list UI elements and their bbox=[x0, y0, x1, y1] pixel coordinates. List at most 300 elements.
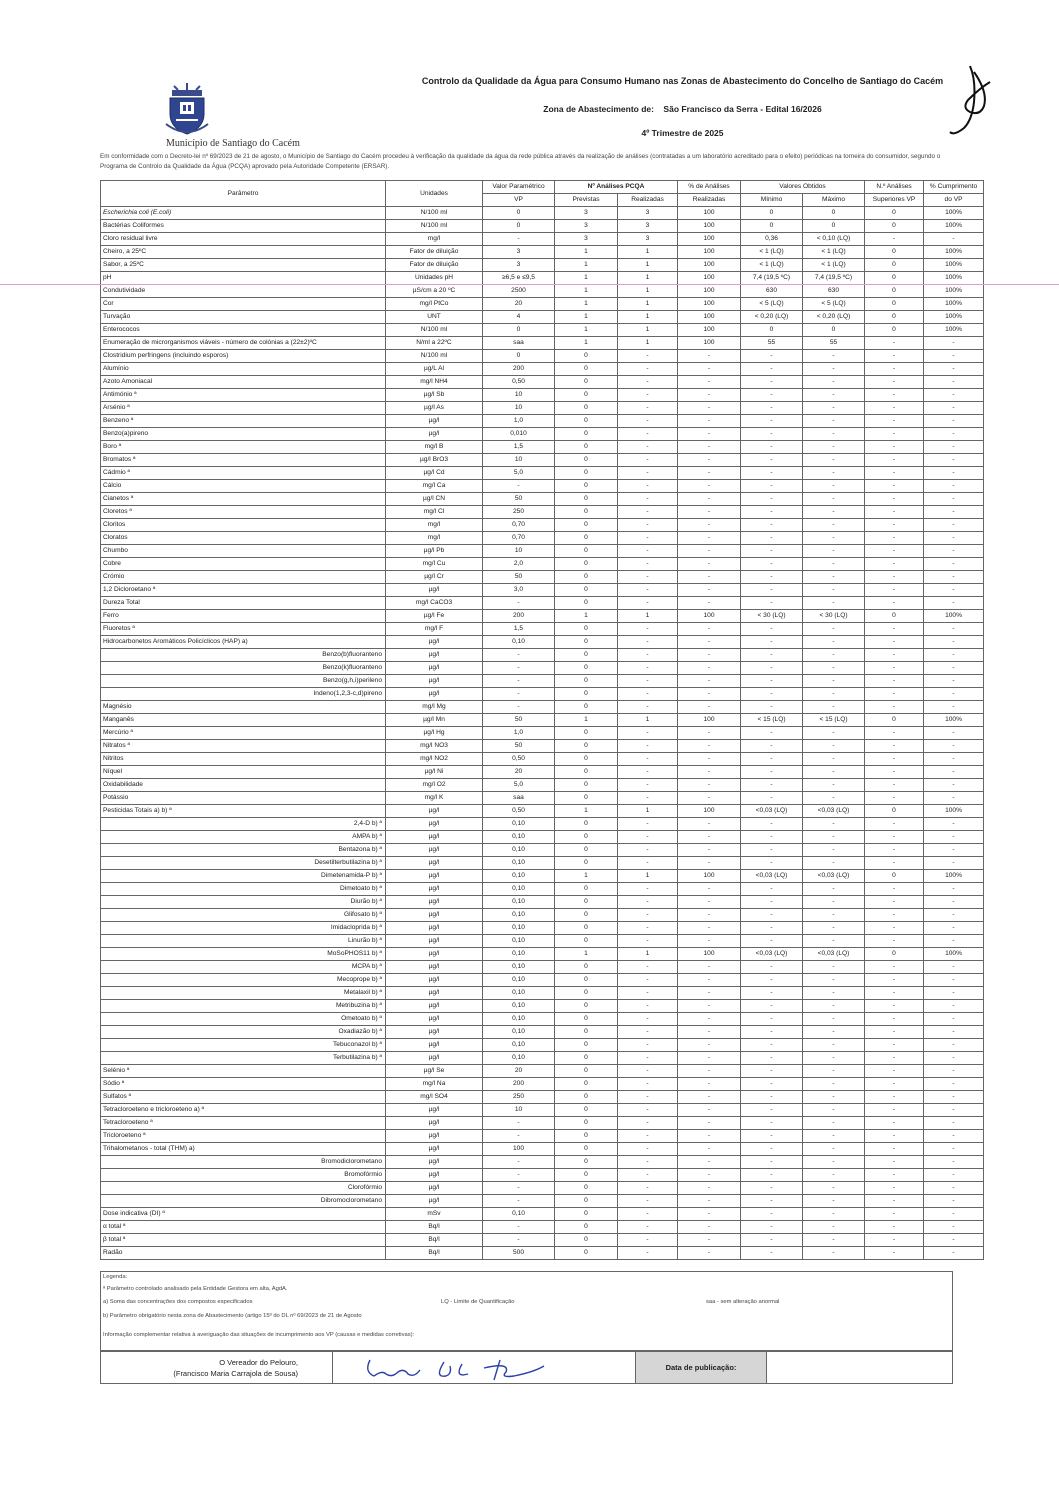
cell-unit: Unidades pH bbox=[386, 272, 483, 285]
table-row bbox=[101, 1247, 984, 1260]
cell-minimo: - bbox=[741, 402, 803, 415]
cell-cump: - bbox=[924, 1000, 984, 1013]
cell-minimo: - bbox=[741, 1039, 803, 1052]
cell-vp: 0,70 bbox=[483, 532, 555, 545]
cell-maximo: - bbox=[803, 636, 865, 649]
cell-nsup: - bbox=[865, 532, 924, 545]
table-row bbox=[101, 272, 984, 285]
cell-vp: - bbox=[483, 1169, 555, 1182]
cell-nsup: - bbox=[865, 623, 924, 636]
cell-realizadas: - bbox=[618, 363, 678, 376]
cell-cump: 100% bbox=[924, 714, 984, 727]
cell-pct: - bbox=[678, 1026, 741, 1039]
cell-realizadas: 1 bbox=[618, 259, 678, 272]
cell-realizadas: 1 bbox=[618, 870, 678, 883]
cell-minimo: - bbox=[741, 1143, 803, 1156]
cell-nsup: - bbox=[865, 1052, 924, 1065]
cell-nsup: - bbox=[865, 428, 924, 441]
cell-param: Clorofórmio bbox=[101, 1182, 386, 1195]
cell-cump: 100% bbox=[924, 610, 984, 623]
table-row bbox=[101, 961, 984, 974]
cell-maximo: - bbox=[803, 441, 865, 454]
cell-minimo: - bbox=[741, 1156, 803, 1169]
cell-previstas: 0 bbox=[555, 1208, 618, 1221]
cell-minimo: - bbox=[741, 493, 803, 506]
table-row bbox=[101, 1013, 984, 1026]
cell-maximo: - bbox=[803, 480, 865, 493]
cell-param: Boro ª bbox=[101, 441, 386, 454]
cell-vp: 5,0 bbox=[483, 779, 555, 792]
cell-realizadas: - bbox=[618, 701, 678, 714]
intro-paragraph: Em conformidade com o Decreto-lei nº 69/2023 de 21 de agosto, o Município de Santiago do Cacém procedeu à verificação da qualidade da água da rede pública através da realização de análises (contratadas a um laboratório acreditado para o efeito) periódicas na torneira do consumidor, segundo o Programa de Controlo da Qualidade da Água (PCQA) aprovado pela Autoridade Competente (ERSAR). bbox=[100, 153, 941, 170]
cell-minimo: - bbox=[741, 467, 803, 480]
cell-maximo: - bbox=[803, 740, 865, 753]
cell-pct: - bbox=[678, 467, 741, 480]
cell-minimo: < 15 (LQ) bbox=[741, 714, 803, 727]
table-row bbox=[101, 597, 984, 610]
cell-realizadas: 1 bbox=[618, 285, 678, 298]
cell-previstas: 0 bbox=[555, 1169, 618, 1182]
cell-previstas: 0 bbox=[555, 1091, 618, 1104]
cell-param: Nitritos bbox=[101, 753, 386, 766]
col-unidades: Unidades bbox=[386, 181, 483, 207]
cell-realizadas: - bbox=[618, 857, 678, 870]
cell-cump: 100% bbox=[924, 272, 984, 285]
cell-unit: µg/l Ni bbox=[386, 766, 483, 779]
cell-maximo: - bbox=[803, 389, 865, 402]
cell-realizadas: - bbox=[618, 571, 678, 584]
cell-minimo: - bbox=[741, 441, 803, 454]
cell-nsup: - bbox=[865, 740, 924, 753]
cell-pct: 100 bbox=[678, 311, 741, 324]
cell-unit: N/ml a 22ºC bbox=[386, 337, 483, 350]
cell-previstas: 0 bbox=[555, 857, 618, 870]
cell-realizadas: - bbox=[618, 402, 678, 415]
cell-realizadas: 1 bbox=[618, 610, 678, 623]
legend-lq: LQ - Limite de Quantificação bbox=[441, 1299, 515, 1305]
cell-previstas: 0 bbox=[555, 350, 618, 363]
cell-nsup: - bbox=[865, 1247, 924, 1260]
cell-pct: - bbox=[678, 1065, 741, 1078]
cell-unit: µg/l bbox=[386, 1182, 483, 1195]
municipality-name: Município de Santiago do Cacém bbox=[166, 138, 300, 149]
cell-cump: - bbox=[924, 1039, 984, 1052]
cell-unit: µg/l bbox=[386, 662, 483, 675]
cell-pct: 100 bbox=[678, 948, 741, 961]
cell-pct: - bbox=[678, 987, 741, 1000]
cell-param: Turvação bbox=[101, 311, 386, 324]
col-cump-line1: % Cumprimento bbox=[924, 181, 984, 194]
table-row bbox=[101, 480, 984, 493]
cell-minimo: - bbox=[741, 415, 803, 428]
cell-maximo: - bbox=[803, 1130, 865, 1143]
table-row bbox=[101, 1234, 984, 1247]
cell-vp: 0,50 bbox=[483, 805, 555, 818]
cell-previstas: 0 bbox=[555, 649, 618, 662]
col-nsup-line2: Superiores VP bbox=[865, 194, 924, 207]
cell-minimo: - bbox=[741, 571, 803, 584]
cell-minimo: - bbox=[741, 766, 803, 779]
cell-previstas: 0 bbox=[555, 1013, 618, 1026]
cell-maximo: - bbox=[803, 454, 865, 467]
table-row bbox=[101, 1195, 984, 1208]
cell-param: Enumeração de microrganismos viáveis - número de colónias a (22±2)ºC bbox=[101, 337, 386, 350]
cell-param: Fluoretos ª bbox=[101, 623, 386, 636]
cell-previstas: 0 bbox=[555, 662, 618, 675]
cell-nsup: - bbox=[865, 571, 924, 584]
cell-previstas: 0 bbox=[555, 1247, 618, 1260]
cell-realizadas: - bbox=[618, 909, 678, 922]
table-row bbox=[101, 1117, 984, 1130]
cell-param: Cor bbox=[101, 298, 386, 311]
cell-minimo: < 0,20 (LQ) bbox=[741, 311, 803, 324]
cell-param: Enterococos bbox=[101, 324, 386, 337]
cell-realizadas: - bbox=[618, 1091, 678, 1104]
cell-maximo: 0 bbox=[803, 220, 865, 233]
cell-nsup: - bbox=[865, 506, 924, 519]
cell-previstas: 0 bbox=[555, 701, 618, 714]
cell-nsup: - bbox=[865, 636, 924, 649]
cell-cump: - bbox=[924, 389, 984, 402]
cell-previstas: 3 bbox=[555, 220, 618, 233]
legend-note-3: b) Parâmetro obrigatório nesta zona de Abastecimento (artigo 15º do DL nº 69/2023 de 21 de Agosto bbox=[103, 1313, 362, 1319]
cell-vp: 0 bbox=[483, 207, 555, 220]
cell-minimo: <0,03 (LQ) bbox=[741, 948, 803, 961]
cell-minimo: 0 bbox=[741, 220, 803, 233]
cell-maximo: - bbox=[803, 675, 865, 688]
cell-param: Benzo(g,h,i)perileno bbox=[101, 675, 386, 688]
cell-param: Ometoato b) ª bbox=[101, 1013, 386, 1026]
cell-maximo: - bbox=[803, 896, 865, 909]
cell-minimo: < 1 (LQ) bbox=[741, 259, 803, 272]
cell-cump: - bbox=[924, 1143, 984, 1156]
cell-realizadas: - bbox=[618, 545, 678, 558]
table-row bbox=[101, 376, 984, 389]
cell-realizadas: - bbox=[618, 974, 678, 987]
legend-saa: saa - sem alteração anormal bbox=[706, 1299, 780, 1305]
table-row bbox=[101, 701, 984, 714]
cell-pct: - bbox=[678, 1104, 741, 1117]
cell-unit: µg/l Mn bbox=[386, 714, 483, 727]
cell-minimo: - bbox=[741, 740, 803, 753]
cell-nsup: - bbox=[865, 896, 924, 909]
cell-vp: 200 bbox=[483, 1078, 555, 1091]
cell-pct: 100 bbox=[678, 285, 741, 298]
cell-pct: - bbox=[678, 441, 741, 454]
cell-minimo: - bbox=[741, 363, 803, 376]
cell-previstas: 1 bbox=[555, 870, 618, 883]
cell-vp: 0 bbox=[483, 324, 555, 337]
cell-param: Cianetos ª bbox=[101, 493, 386, 506]
cell-previstas: 0 bbox=[555, 1117, 618, 1130]
table-row bbox=[101, 987, 984, 1000]
cell-realizadas: 1 bbox=[618, 298, 678, 311]
cell-cump: - bbox=[924, 1247, 984, 1260]
cell-nsup: - bbox=[865, 857, 924, 870]
col-minimo: Mínimo bbox=[741, 194, 803, 207]
cell-pct: - bbox=[678, 740, 741, 753]
cell-vp: 0,10 bbox=[483, 1208, 555, 1221]
cell-realizadas: - bbox=[618, 493, 678, 506]
cell-previstas: 0 bbox=[555, 519, 618, 532]
cell-realizadas: - bbox=[618, 1052, 678, 1065]
cell-nsup: - bbox=[865, 1078, 924, 1091]
cell-nsup: - bbox=[865, 922, 924, 935]
cell-realizadas: - bbox=[618, 1221, 678, 1234]
table-row bbox=[101, 311, 984, 324]
cell-vp: - bbox=[483, 480, 555, 493]
cell-unit: mg/l B bbox=[386, 441, 483, 454]
cell-cump: - bbox=[924, 909, 984, 922]
cell-maximo: < 5 (LQ) bbox=[803, 298, 865, 311]
cell-realizadas: - bbox=[618, 922, 678, 935]
col-valores: Valores Obtidos bbox=[741, 181, 865, 194]
cell-vp: 20 bbox=[483, 1065, 555, 1078]
cell-param: Selénio ª bbox=[101, 1065, 386, 1078]
cell-unit: N/100 ml bbox=[386, 350, 483, 363]
table-row bbox=[101, 805, 984, 818]
cell-nsup: - bbox=[865, 1234, 924, 1247]
cell-maximo: - bbox=[803, 662, 865, 675]
cell-unit: µg/l bbox=[386, 870, 483, 883]
cell-unit: mg/l Cu bbox=[386, 558, 483, 571]
cell-minimo: - bbox=[741, 896, 803, 909]
cell-pct: 100 bbox=[678, 298, 741, 311]
cell-param: Bromodiclorometano bbox=[101, 1156, 386, 1169]
cell-vp: - bbox=[483, 675, 555, 688]
signer-title: O Vereador do Pelouro, bbox=[219, 1358, 298, 1367]
cell-previstas: 1 bbox=[555, 311, 618, 324]
cell-cump: - bbox=[924, 987, 984, 1000]
cell-vp: - bbox=[483, 1221, 555, 1234]
table-row bbox=[101, 870, 984, 883]
cell-realizadas: - bbox=[618, 415, 678, 428]
cell-vp: 0,10 bbox=[483, 636, 555, 649]
cell-minimo: - bbox=[741, 922, 803, 935]
cell-unit: mg/l NH4 bbox=[386, 376, 483, 389]
cell-param: Azoto Amoniacal bbox=[101, 376, 386, 389]
cell-previstas: 3 bbox=[555, 233, 618, 246]
cell-vp: 250 bbox=[483, 1091, 555, 1104]
cell-vp: 0,50 bbox=[483, 376, 555, 389]
cell-cump: - bbox=[924, 493, 984, 506]
cell-minimo: - bbox=[741, 636, 803, 649]
cell-nsup: - bbox=[865, 584, 924, 597]
cell-vp: 20 bbox=[483, 298, 555, 311]
table-row bbox=[101, 792, 984, 805]
cell-unit: µg/l bbox=[386, 974, 483, 987]
cell-realizadas: - bbox=[618, 987, 678, 1000]
cell-unit: µg/l CN bbox=[386, 493, 483, 506]
cell-cump: 100% bbox=[924, 311, 984, 324]
cell-previstas: 0 bbox=[555, 922, 618, 935]
cell-pct: - bbox=[678, 1052, 741, 1065]
table-row bbox=[101, 298, 984, 311]
cell-maximo: - bbox=[803, 766, 865, 779]
cell-param: Glifosato b) ª bbox=[101, 909, 386, 922]
cell-cump: 100% bbox=[924, 259, 984, 272]
cell-pct: - bbox=[678, 597, 741, 610]
cell-nsup: - bbox=[865, 1182, 924, 1195]
cell-maximo: < 15 (LQ) bbox=[803, 714, 865, 727]
cell-vp: - bbox=[483, 1195, 555, 1208]
cell-cump: - bbox=[924, 688, 984, 701]
cell-maximo: - bbox=[803, 1013, 865, 1026]
cell-realizadas: - bbox=[618, 766, 678, 779]
cell-previstas: 0 bbox=[555, 688, 618, 701]
table-row bbox=[101, 1208, 984, 1221]
cell-vp: 1,0 bbox=[483, 415, 555, 428]
cell-unit: µg/l bbox=[386, 649, 483, 662]
cell-vp: 3,0 bbox=[483, 584, 555, 597]
cell-cump: - bbox=[924, 935, 984, 948]
cell-param: Metalaxil b) ª bbox=[101, 987, 386, 1000]
cell-param: Dibromoclorometano bbox=[101, 1195, 386, 1208]
cell-realizadas: - bbox=[618, 1117, 678, 1130]
cell-unit: mg/l PtCo bbox=[386, 298, 483, 311]
cell-param: Bromofórmio bbox=[101, 1169, 386, 1182]
cell-nsup: - bbox=[865, 389, 924, 402]
cell-minimo: - bbox=[741, 1234, 803, 1247]
cell-nsup: - bbox=[865, 909, 924, 922]
cell-maximo: - bbox=[803, 363, 865, 376]
cell-realizadas: - bbox=[618, 779, 678, 792]
signature-icon bbox=[334, 1352, 634, 1383]
cell-previstas: 0 bbox=[555, 844, 618, 857]
cell-previstas: 3 bbox=[555, 207, 618, 220]
cell-pct: - bbox=[678, 545, 741, 558]
cell-pct: - bbox=[678, 727, 741, 740]
cell-nsup: - bbox=[865, 779, 924, 792]
cell-cump: - bbox=[924, 1208, 984, 1221]
cell-minimo: - bbox=[741, 792, 803, 805]
cell-minimo: - bbox=[741, 662, 803, 675]
cell-cump: - bbox=[924, 831, 984, 844]
cell-unit: mg/l bbox=[386, 519, 483, 532]
cell-param: Indeno(1,2,3-c,d)pireno bbox=[101, 688, 386, 701]
cell-previstas: 0 bbox=[555, 766, 618, 779]
cell-vp: 0,10 bbox=[483, 909, 555, 922]
cell-vp: 10 bbox=[483, 454, 555, 467]
cell-realizadas: - bbox=[618, 376, 678, 389]
cell-unit: µg/l bbox=[386, 636, 483, 649]
signer-block bbox=[101, 1352, 333, 1383]
cell-param: Arsénio ª bbox=[101, 402, 386, 415]
cell-realizadas: - bbox=[618, 740, 678, 753]
cell-nsup: - bbox=[865, 935, 924, 948]
cell-nsup: - bbox=[865, 974, 924, 987]
cell-previstas: 0 bbox=[555, 961, 618, 974]
cell-unit: mg/l bbox=[386, 233, 483, 246]
cell-unit: mg/l SO4 bbox=[386, 1091, 483, 1104]
cell-minimo: 0 bbox=[741, 324, 803, 337]
publication-date-value bbox=[766, 1352, 958, 1383]
cell-previstas: 1 bbox=[555, 298, 618, 311]
cell-minimo: - bbox=[741, 688, 803, 701]
cell-pct: - bbox=[678, 896, 741, 909]
cell-pct: - bbox=[678, 1013, 741, 1026]
cell-cump: - bbox=[924, 1117, 984, 1130]
cell-nsup: - bbox=[865, 961, 924, 974]
cell-cump: - bbox=[924, 519, 984, 532]
cell-minimo: - bbox=[741, 675, 803, 688]
cell-previstas: 0 bbox=[555, 363, 618, 376]
cell-nsup: - bbox=[865, 1065, 924, 1078]
cell-pct: - bbox=[678, 402, 741, 415]
cell-cump: 100% bbox=[924, 948, 984, 961]
table-row bbox=[101, 571, 984, 584]
signature-footer bbox=[100, 1351, 953, 1384]
cell-previstas: 0 bbox=[555, 480, 618, 493]
table-row bbox=[101, 766, 984, 779]
cell-unit: mg/l bbox=[386, 532, 483, 545]
cell-param: Imidacloprida b) ª bbox=[101, 922, 386, 935]
cell-param: Ferro bbox=[101, 610, 386, 623]
cell-param: Diurão b) ª bbox=[101, 896, 386, 909]
cell-unit: µS/cm a 20 ºC bbox=[386, 285, 483, 298]
cell-vp: 10 bbox=[483, 545, 555, 558]
cell-previstas: 0 bbox=[555, 636, 618, 649]
cell-param: Dose indicativa (DI) ª bbox=[101, 1208, 386, 1221]
table-row bbox=[101, 324, 984, 337]
cell-maximo: < 0,10 (LQ) bbox=[803, 233, 865, 246]
cell-maximo: - bbox=[803, 1195, 865, 1208]
cell-pct: - bbox=[678, 532, 741, 545]
results-table-body bbox=[101, 207, 984, 1260]
cell-unit: Bq/l bbox=[386, 1221, 483, 1234]
cell-vp: 0,10 bbox=[483, 818, 555, 831]
cell-previstas: 0 bbox=[555, 1143, 618, 1156]
cell-previstas: 0 bbox=[555, 987, 618, 1000]
cell-vp: 0,10 bbox=[483, 883, 555, 896]
cell-realizadas: - bbox=[618, 1039, 678, 1052]
cell-pct: - bbox=[678, 1130, 741, 1143]
table-row bbox=[101, 558, 984, 571]
cell-nsup: - bbox=[865, 701, 924, 714]
cell-minimo: - bbox=[741, 727, 803, 740]
cell-vp: 0,70 bbox=[483, 519, 555, 532]
cell-pct: - bbox=[678, 844, 741, 857]
cell-unit: Fator de diluição bbox=[386, 246, 483, 259]
cell-pct: - bbox=[678, 961, 741, 974]
cell-nsup: - bbox=[865, 467, 924, 480]
cell-minimo: < 30 (LQ) bbox=[741, 610, 803, 623]
cell-realizadas: - bbox=[618, 1000, 678, 1013]
cell-cump: - bbox=[924, 428, 984, 441]
cell-cump: - bbox=[924, 727, 984, 740]
cell-minimo: - bbox=[741, 935, 803, 948]
cell-minimo: - bbox=[741, 831, 803, 844]
cell-nsup: 0 bbox=[865, 714, 924, 727]
cell-minimo: - bbox=[741, 1130, 803, 1143]
cell-maximo: - bbox=[803, 415, 865, 428]
table-row bbox=[101, 896, 984, 909]
cell-nsup: - bbox=[865, 545, 924, 558]
cell-nsup: - bbox=[865, 597, 924, 610]
cell-realizadas: - bbox=[618, 519, 678, 532]
table-row bbox=[101, 402, 984, 415]
cell-realizadas: - bbox=[618, 1247, 678, 1260]
cell-realizadas: 1 bbox=[618, 337, 678, 350]
cell-cump: - bbox=[924, 1156, 984, 1169]
table-row bbox=[101, 818, 984, 831]
cell-pct: - bbox=[678, 1234, 741, 1247]
cell-vp: 0,10 bbox=[483, 1013, 555, 1026]
cell-nsup: - bbox=[865, 233, 924, 246]
supply-zone bbox=[410, 104, 955, 114]
cell-minimo: - bbox=[741, 1000, 803, 1013]
cell-minimo: - bbox=[741, 1026, 803, 1039]
